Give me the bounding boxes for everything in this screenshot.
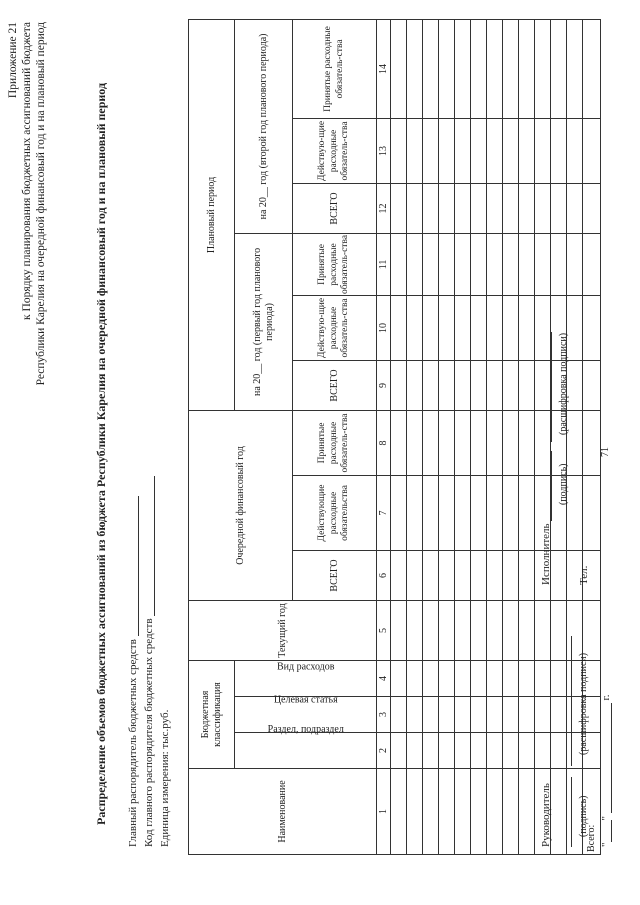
- main-manager-field: [127, 496, 139, 847]
- table-cell[interactable]: [455, 475, 471, 550]
- table-cell[interactable]: [487, 183, 503, 233]
- table-cell[interactable]: [423, 660, 439, 696]
- table-cell[interactable]: [551, 19, 567, 118]
- column-number-row: [377, 19, 391, 854]
- table-cell[interactable]: [455, 118, 471, 183]
- table-cell[interactable]: [455, 183, 471, 233]
- table-cell[interactable]: [455, 769, 471, 855]
- table-row: [423, 19, 439, 854]
- table-cell[interactable]: [471, 410, 487, 475]
- table-cell[interactable]: [519, 410, 535, 475]
- table-cell[interactable]: [439, 660, 455, 696]
- table-cell[interactable]: [487, 360, 503, 410]
- table-row: [391, 19, 407, 854]
- table-cell[interactable]: [567, 19, 583, 118]
- table-cell[interactable]: [583, 233, 601, 295]
- table-cell[interactable]: [583, 295, 601, 360]
- table-cell[interactable]: [503, 733, 519, 769]
- table-cell[interactable]: [487, 475, 503, 550]
- col-num: 14: [377, 19, 391, 118]
- table-cell[interactable]: [407, 410, 423, 475]
- table-cell[interactable]: [423, 769, 439, 855]
- table-row: [503, 19, 519, 854]
- table-cell[interactable]: [503, 660, 519, 696]
- table-cell[interactable]: [471, 233, 487, 295]
- table-cell[interactable]: [423, 118, 439, 183]
- table-cell[interactable]: [439, 550, 455, 600]
- table-cell[interactable]: [471, 475, 487, 550]
- table-row: [471, 19, 487, 854]
- header-active-1: Действующие расходные обязательства: [293, 475, 377, 550]
- table-cell[interactable]: [519, 697, 535, 733]
- document-title: Распределение объемов бюджетных ассигнований из бюджета Республики Карелия на очередной финансовый год и на плановый период: [94, 82, 108, 825]
- table-cell[interactable]: [407, 475, 423, 550]
- col-num: 6: [377, 550, 391, 600]
- table-cell[interactable]: [391, 360, 407, 410]
- table-cell[interactable]: [423, 233, 439, 295]
- table-cell[interactable]: [471, 697, 487, 733]
- table-cell[interactable]: [471, 550, 487, 600]
- date-month-line[interactable]: [611, 703, 612, 813]
- table-cell[interactable]: [455, 19, 471, 118]
- col-num: 9: [377, 360, 391, 410]
- table-cell[interactable]: [455, 733, 471, 769]
- table-cell[interactable]: [391, 410, 407, 475]
- table-cell[interactable]: [471, 360, 487, 410]
- header-accepted-3: Принятые расходные обязатель-ства: [293, 19, 377, 118]
- table-cell[interactable]: [583, 118, 601, 183]
- table-cell[interactable]: [455, 233, 471, 295]
- date-day-line[interactable]: [611, 821, 612, 843]
- table-cell[interactable]: [487, 660, 503, 696]
- executor-field: [540, 332, 552, 585]
- header-total-3: ВСЕГО: [293, 183, 377, 233]
- table-cell[interactable]: [391, 697, 407, 733]
- head-signature-caption: (подпись): [578, 795, 589, 837]
- table-cell[interactable]: [407, 295, 423, 360]
- table-cell[interactable]: [407, 183, 423, 233]
- table-cell[interactable]: [535, 600, 551, 660]
- table-cell[interactable]: [423, 19, 439, 118]
- table-cell[interactable]: [407, 733, 423, 769]
- total-label: Всего:: [583, 769, 601, 855]
- table-cell[interactable]: [391, 183, 407, 233]
- table-cell[interactable]: [535, 183, 551, 233]
- table-cell[interactable]: [471, 19, 487, 118]
- table-cell[interactable]: [503, 19, 519, 118]
- col-num: 10: [377, 295, 391, 360]
- table-cell[interactable]: [471, 295, 487, 360]
- table-row: [519, 19, 535, 854]
- table-cell[interactable]: [519, 550, 535, 600]
- table-cell[interactable]: [407, 697, 423, 733]
- table-cell[interactable]: [503, 697, 519, 733]
- table-cell[interactable]: [423, 475, 439, 550]
- empty-rows: [391, 19, 583, 854]
- table-cell[interactable]: [583, 183, 601, 233]
- main-manager-label: Главный распорядитель бюджетных средств: [127, 639, 139, 847]
- table-cell[interactable]: [407, 550, 423, 600]
- table-cell[interactable]: [487, 295, 503, 360]
- table-cell[interactable]: [423, 360, 439, 410]
- head-signature-decode-line[interactable]: [571, 636, 572, 766]
- head-signature-line[interactable]: [571, 777, 572, 847]
- table-cell[interactable]: [439, 600, 455, 660]
- table-cell[interactable]: [407, 660, 423, 696]
- table-cell[interactable]: [567, 118, 583, 183]
- unit-label: Единица измерения: тыс.руб.: [159, 709, 171, 847]
- table-cell[interactable]: [503, 118, 519, 183]
- date-open-quote: ": [600, 842, 612, 847]
- table-cell[interactable]: [423, 600, 439, 660]
- executor-decode-line[interactable]: [551, 332, 552, 442]
- table-cell[interactable]: [423, 295, 439, 360]
- header-budget-classification: Бюджетная классификация: [189, 660, 235, 768]
- header-second-plan-year: на 20__ год (второй год планового периода): [235, 19, 293, 233]
- table-cell[interactable]: [439, 697, 455, 733]
- executor-decode-caption: (расшифровка подписи): [558, 332, 569, 435]
- main-manager-code-field: [143, 476, 155, 847]
- page-number: 71: [600, 447, 611, 457]
- table-cell[interactable]: [439, 733, 455, 769]
- header-line-1: к Порядку планирования бюджетных ассигнований бюджета: [21, 22, 33, 320]
- table-cell[interactable]: [519, 733, 535, 769]
- col-num: 4: [377, 660, 391, 696]
- table-cell[interactable]: [391, 769, 407, 855]
- header-section: Раздел, подраздел: [267, 724, 344, 736]
- table-cell[interactable]: [487, 19, 503, 118]
- table-cell[interactable]: [519, 233, 535, 295]
- table-row: [407, 19, 423, 854]
- table-cell[interactable]: [407, 769, 423, 855]
- table-cell[interactable]: [519, 475, 535, 550]
- table-cell[interactable]: [519, 769, 535, 855]
- main-manager-line[interactable]: [138, 496, 139, 636]
- table-cell[interactable]: [423, 183, 439, 233]
- executor-signature-caption: (подпись): [558, 463, 569, 505]
- table-cell[interactable]: [439, 19, 455, 118]
- table-cell[interactable]: [391, 118, 407, 183]
- table-cell[interactable]: [391, 733, 407, 769]
- table-cell[interactable]: [455, 550, 471, 600]
- table-cell[interactable]: [567, 183, 583, 233]
- table-cell[interactable]: [535, 233, 551, 295]
- header-total-2: ВСЕГО: [293, 360, 377, 410]
- table-cell[interactable]: [407, 19, 423, 118]
- table-cell[interactable]: [391, 295, 407, 360]
- table-cell[interactable]: [487, 410, 503, 475]
- table-cell[interactable]: [503, 233, 519, 295]
- col-num: 3: [377, 697, 391, 733]
- table-cell[interactable]: [487, 550, 503, 600]
- table-cell[interactable]: [535, 733, 551, 769]
- head-signature-decode-caption: (расшифровка подписи): [578, 652, 589, 755]
- table-cell[interactable]: [487, 233, 503, 295]
- appendix-label: Приложение 21: [7, 22, 19, 99]
- table-cell[interactable]: [583, 19, 601, 118]
- table-cell[interactable]: [503, 295, 519, 360]
- table-cell[interactable]: [503, 183, 519, 233]
- table-cell[interactable]: [407, 360, 423, 410]
- table-cell[interactable]: [551, 183, 567, 233]
- document-header: [6, 22, 48, 385]
- header-expense-type: Вид расходов: [276, 661, 335, 673]
- table-cell[interactable]: [407, 233, 423, 295]
- table-cell[interactable]: [583, 475, 601, 550]
- table-cell[interactable]: [391, 600, 407, 660]
- col-num: 13: [377, 118, 391, 183]
- date-year-label: г.: [600, 694, 612, 701]
- header-first-plan-year: на 20__ год (первый год планового периода): [235, 233, 293, 410]
- table-cell[interactable]: [439, 360, 455, 410]
- header-accepted-1: Принятые расходные обязатель-ства: [293, 410, 377, 475]
- table-cell[interactable]: [551, 118, 567, 183]
- table-cell[interactable]: [503, 600, 519, 660]
- table-cell[interactable]: [391, 233, 407, 295]
- header-section-cell: [235, 724, 377, 769]
- table-cell[interactable]: [519, 118, 535, 183]
- col-num: 2: [377, 733, 391, 769]
- table-cell[interactable]: [583, 360, 601, 410]
- table-cell[interactable]: [471, 660, 487, 696]
- table-cell[interactable]: [423, 697, 439, 733]
- col-num: 8: [377, 410, 391, 475]
- table-cell[interactable]: [455, 360, 471, 410]
- date-field: [600, 694, 612, 847]
- table-cell[interactable]: [439, 410, 455, 475]
- table-cell[interactable]: [391, 19, 407, 118]
- table-cell[interactable]: [535, 697, 551, 733]
- table-cell[interactable]: [407, 600, 423, 660]
- header-next-year: Очередной финансовый год: [189, 410, 293, 600]
- table-cell[interactable]: [471, 733, 487, 769]
- table-cell[interactable]: [391, 550, 407, 600]
- table-cell[interactable]: [503, 769, 519, 855]
- table-cell[interactable]: [471, 183, 487, 233]
- table-cell[interactable]: [455, 410, 471, 475]
- col-num: 11: [377, 233, 391, 295]
- col-num: 1: [377, 769, 391, 855]
- table-cell[interactable]: [455, 600, 471, 660]
- table-cell[interactable]: [519, 295, 535, 360]
- table-cell[interactable]: [503, 475, 519, 550]
- head-signature-block: [560, 636, 572, 847]
- col-num: 5: [377, 600, 391, 660]
- table-cell[interactable]: [583, 600, 601, 660]
- table-cell[interactable]: [391, 475, 407, 550]
- header-current-year: Текущий год: [189, 600, 377, 660]
- header-active-3: Действую-щие расходные обязатель-ства: [293, 118, 377, 183]
- col-num: 7: [377, 475, 391, 550]
- phone-label: Тел.: [578, 565, 590, 585]
- table-row: [439, 19, 455, 854]
- table-cell[interactable]: [503, 550, 519, 600]
- executor-label: Исполнитель: [540, 523, 552, 585]
- header-target: Целевая статья: [273, 694, 338, 706]
- header-line-2: Республики Карелия на очередной финансовый год и на плановый период: [35, 22, 47, 386]
- table-cell[interactable]: [471, 769, 487, 855]
- table-cell[interactable]: [455, 660, 471, 696]
- table-cell[interactable]: [391, 660, 407, 696]
- header-name: Наименование: [189, 769, 377, 855]
- table-cell[interactable]: [583, 410, 601, 475]
- table-cell[interactable]: [423, 550, 439, 600]
- table-cell[interactable]: [471, 600, 487, 660]
- table-cell[interactable]: [567, 233, 583, 295]
- table-cell[interactable]: [487, 733, 503, 769]
- header-accepted-2: Принятые расходные обязатель-ства: [293, 233, 377, 295]
- table-cell[interactable]: [455, 697, 471, 733]
- table-row: [487, 19, 503, 854]
- main-manager-code-label: Код главного распорядителя бюджетных средств: [143, 618, 155, 847]
- head-label: Руководитель: [540, 783, 552, 847]
- table-cell[interactable]: [551, 233, 567, 295]
- table-cell[interactable]: [439, 233, 455, 295]
- header-planning-period: Плановый период: [189, 19, 235, 410]
- col-num: 12: [377, 183, 391, 233]
- table-cell[interactable]: [535, 19, 551, 118]
- table-row: [455, 19, 471, 854]
- table-cell[interactable]: [439, 475, 455, 550]
- table-cell[interactable]: [471, 118, 487, 183]
- table-cell[interactable]: [535, 660, 551, 696]
- table-cell[interactable]: [439, 769, 455, 855]
- table-cell[interactable]: [519, 660, 535, 696]
- header-expense-type-cell: [235, 660, 377, 696]
- table-cell[interactable]: [503, 360, 519, 410]
- table-cell[interactable]: [487, 769, 503, 855]
- header-active-2: Действую-щие расходные обязатель-ства: [293, 295, 377, 360]
- table-cell[interactable]: [487, 600, 503, 660]
- table-cell[interactable]: [551, 550, 567, 600]
- table-cell[interactable]: [407, 118, 423, 183]
- table-cell[interactable]: [455, 295, 471, 360]
- main-manager-code-line[interactable]: [154, 476, 155, 616]
- table-cell[interactable]: [503, 410, 519, 475]
- table-cell[interactable]: [519, 19, 535, 118]
- date-close-quote: ": [600, 816, 612, 821]
- table-cell[interactable]: [519, 360, 535, 410]
- table-cell[interactable]: [423, 410, 439, 475]
- table-cell[interactable]: [519, 600, 535, 660]
- table-cell[interactable]: [439, 295, 455, 360]
- table-cell[interactable]: [487, 697, 503, 733]
- header-total-1: ВСЕГО: [293, 550, 377, 600]
- executor-signature-line[interactable]: [551, 451, 552, 521]
- table-cell[interactable]: [519, 183, 535, 233]
- table-cell[interactable]: [439, 183, 455, 233]
- table-cell[interactable]: [423, 733, 439, 769]
- table-cell[interactable]: [439, 118, 455, 183]
- table-cell[interactable]: [487, 118, 503, 183]
- table-cell[interactable]: [535, 118, 551, 183]
